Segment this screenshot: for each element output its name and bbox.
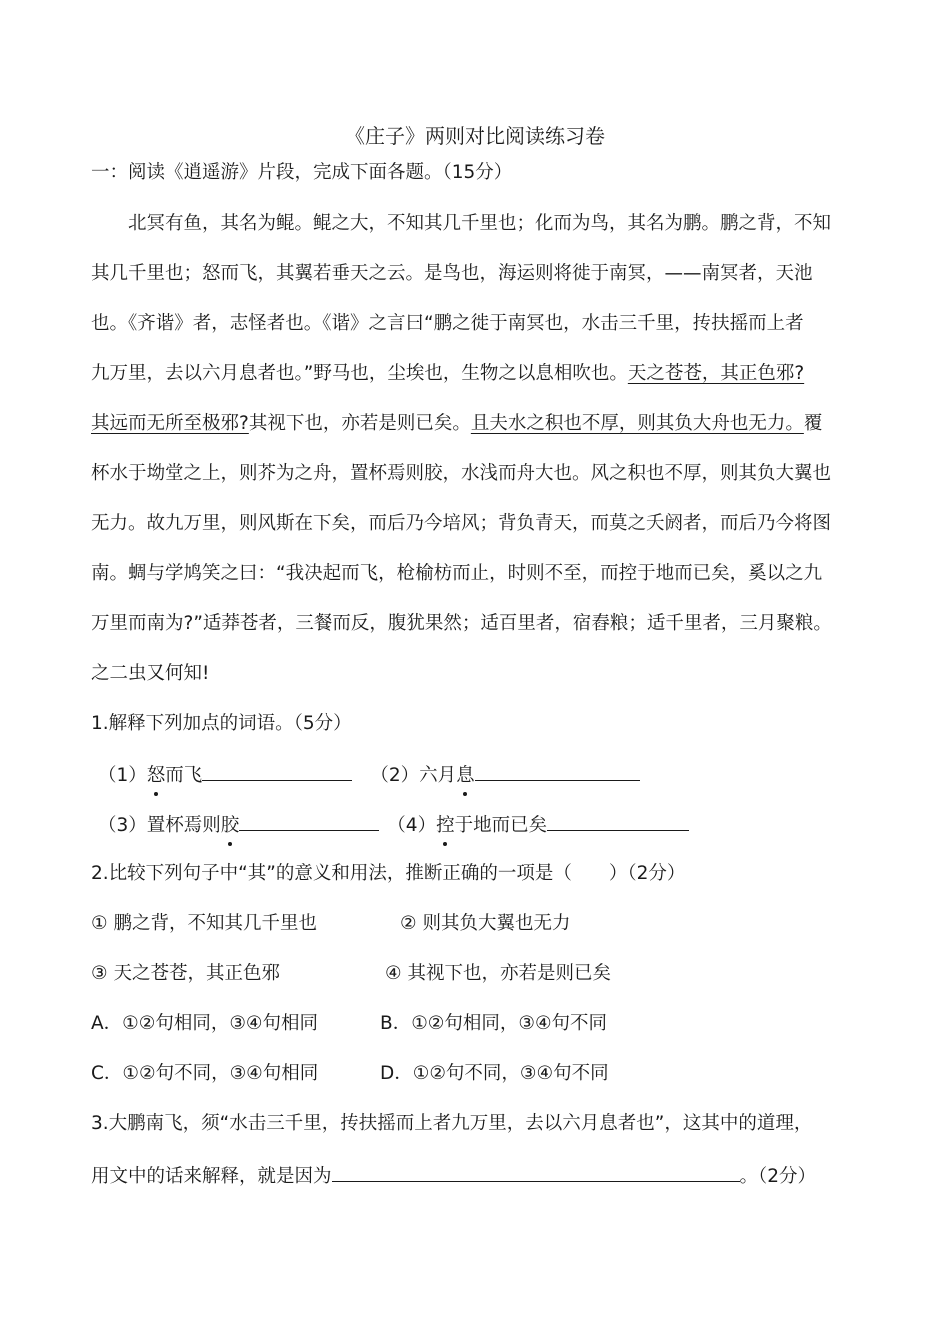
question-2-stem: 2.比较下列句子中“其”的意义和用法，推断正确的一项是（ ）（2分） bbox=[91, 863, 686, 884]
sentence-3: ③ 天之苍苍，其正色邪 bbox=[91, 963, 280, 984]
item-number: （3）置杯焉则 bbox=[98, 815, 221, 836]
answer-blank[interactable] bbox=[475, 760, 640, 781]
page-title: 《庄子》两则对比阅读练习卷 bbox=[345, 124, 605, 148]
passage-line-4 bbox=[91, 361, 804, 387]
passage-text: 其视下也，亦若是则已矣。 bbox=[248, 413, 471, 434]
passage-line-2: 其几千里也；怒而飞，其翼若垂天之云。是鸟也，海运则将徙于南冥，——南冥者，天池 bbox=[91, 263, 813, 284]
question-3-line-1: 3.大鹏南飞，须“水击三千里，抟扶摇而上者九万里，去以六月息者也”，这其中的道理， bbox=[91, 1113, 813, 1134]
option-d[interactable]: D．①②句不同，③④句不同 bbox=[380, 1063, 609, 1084]
dotted-char: 控 bbox=[436, 813, 455, 839]
passage-line-1: 北冥有鱼，其名为鲲。鲲之大，不知其几千里也；化而为鸟，其名为鹏。鹏之背，不知 bbox=[128, 213, 832, 234]
passage-line-7: 无力。故九万里，则风斯在下矣，而后乃今培风；背负青天，而莫之夭阏者，而后乃今将图 bbox=[91, 513, 832, 534]
dotted-char: 息 bbox=[456, 763, 475, 789]
item-number: （4） bbox=[387, 815, 437, 836]
answer-blank[interactable] bbox=[332, 1161, 740, 1182]
question-1-row-2 bbox=[98, 810, 689, 839]
passage-line-10: 之二虫又何知! bbox=[91, 663, 210, 684]
passage-text: 九万里，去以六月息者也。”野马也，尘埃也，生物之以息相吹也。 bbox=[91, 363, 628, 384]
option-c[interactable]: C．①②句不同，③④句相同 bbox=[91, 1063, 319, 1084]
answer-blank[interactable] bbox=[547, 810, 689, 831]
question-1-row-1 bbox=[98, 760, 640, 789]
answer-blank[interactable] bbox=[239, 810, 379, 831]
underlined-sentence: 且夫水之积也不厚，则其负大舟也无力。 bbox=[470, 413, 804, 434]
item-text: 于地而已矣 bbox=[454, 815, 548, 836]
item-text: 而飞 bbox=[165, 765, 203, 786]
sentence-4: ④ 其视下也，亦若是则已矣 bbox=[385, 963, 611, 984]
question-text: 用文中的话来解释，就是因为 bbox=[91, 1166, 332, 1187]
passage-line-6: 杯水于坳堂之上，则芥为之舟，置杯焉则胶，水浅而舟大也。风之积也不厚，则其负大翼也 bbox=[91, 463, 832, 484]
dotted-char: 胶 bbox=[221, 813, 240, 839]
passage-line-3: 也。《齐谐》者，志怪者也。《谐》之言曰“鹏之徙于南冥也，水击三千里，抟扶摇而上者 bbox=[91, 313, 804, 334]
section-heading: 一：阅读《逍遥游》片段，完成下面各题。（15分） bbox=[91, 162, 513, 183]
sentence-2: ② 则其负大翼也无力 bbox=[400, 913, 571, 934]
option-a[interactable]: A．①②句相同，③④句相同 bbox=[91, 1013, 318, 1034]
dotted-char: 怒 bbox=[147, 763, 166, 789]
question-3-line-2 bbox=[91, 1161, 816, 1190]
sentence-1: ① 鹏之背，不知其几千里也 bbox=[91, 913, 317, 934]
passage-line-5 bbox=[91, 411, 822, 437]
passage-line-8: 南。蜩与学鸠笑之曰：“我决起而飞，枪榆枋而止，时则不至，而控于地而已矣，奚以之九 bbox=[91, 563, 823, 584]
question-1-stem: 1.解释下列加点的词语。（5分） bbox=[91, 713, 352, 734]
underlined-sentence: 天之苍苍，其正色邪? bbox=[627, 363, 805, 384]
item-number: （1） bbox=[98, 765, 147, 786]
passage-text: 覆 bbox=[803, 413, 823, 434]
underlined-sentence: 其远而无所至极邪? bbox=[91, 413, 249, 434]
item-number: （2）六月 bbox=[370, 765, 457, 786]
answer-blank[interactable] bbox=[202, 760, 352, 781]
passage-line-9: 万里而南为?”适莽苍者，三餐而反，腹犹果然；适百里者，宿舂粮；适千里者，三月聚粮。 bbox=[91, 613, 832, 634]
question-text: 。（2分） bbox=[739, 1166, 817, 1187]
option-b[interactable]: B．①②句相同，③④句不同 bbox=[380, 1013, 608, 1034]
